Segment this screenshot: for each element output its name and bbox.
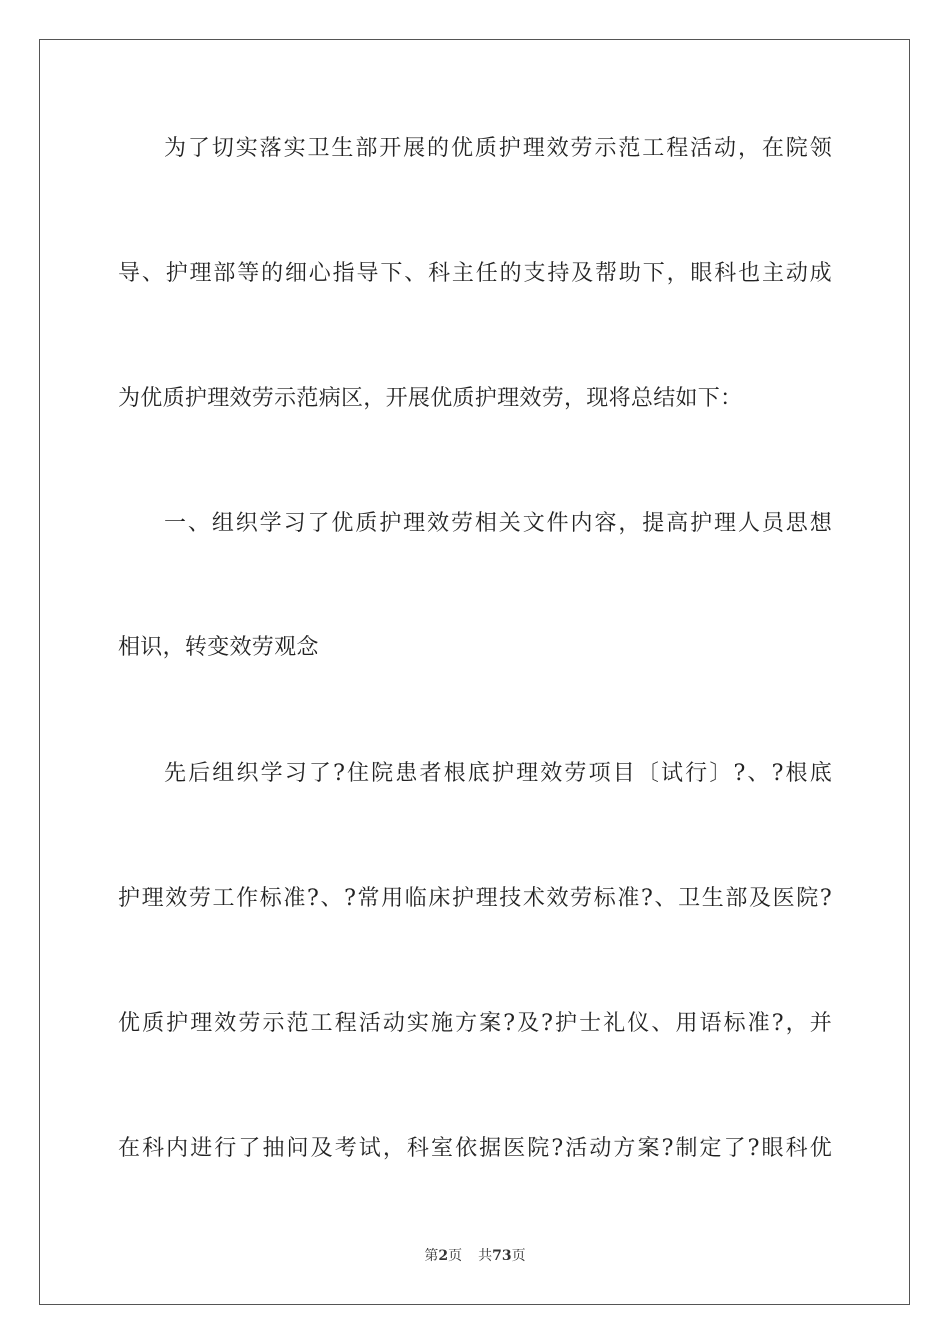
paragraph-line: 在科内进行了抽问及考试，科室依据医院?活动方案?制定了?眼科优 xyxy=(118,1136,832,1161)
page-total: 73 xyxy=(492,1248,512,1264)
page-prefix: 第 xyxy=(424,1248,439,1264)
page-footer xyxy=(0,1246,950,1266)
paragraph-line: 导、护理部等的细心指导下、科主任的支持及帮助下，眼科也主动成 xyxy=(118,261,832,286)
paragraph-line: 为优质护理效劳示范病区，开展优质护理效劳，现将总结如下： xyxy=(118,386,743,411)
page-current: 2 xyxy=(438,1248,449,1264)
page-unit: 页 xyxy=(448,1248,463,1264)
page-border xyxy=(39,39,910,1305)
paragraph-line: 先后组织学习了?住院患者根底护理效劳项目〔试行〕?、?根底 xyxy=(164,761,832,786)
total-prefix: 共 xyxy=(478,1248,493,1264)
paragraph-line: 为了切实落实卫生部开展的优质护理效劳示范工程活动，在院领 xyxy=(164,136,832,161)
section-heading-line: 相识，转变效劳观念 xyxy=(118,635,319,660)
section-heading-line: 一、组织学习了优质护理效劳相关文件内容，提高护理人员思想 xyxy=(164,511,832,536)
paragraph-line: 优质护理效劳示范工程活动实施方案?及?护士礼仪、用语标准?，并 xyxy=(118,1011,832,1036)
paragraph-line: 护理效劳工作标准?、?常用临床护理技术效劳标准?、卫生部及医院? xyxy=(118,886,832,911)
total-unit: 页 xyxy=(511,1248,526,1264)
